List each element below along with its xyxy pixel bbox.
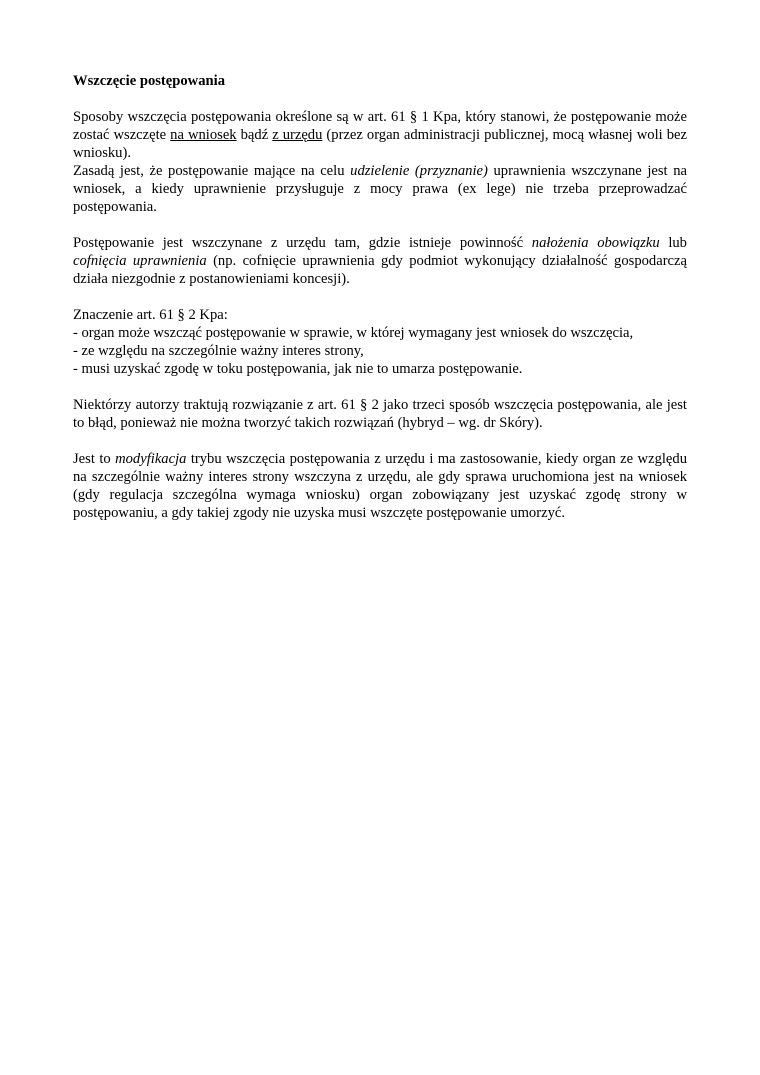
document-title: Wszczęcie postępowania [73, 73, 225, 89]
italic-term: udzielenie (przyznanie) [350, 163, 488, 179]
spacer [73, 378, 687, 396]
paragraph-third-method: Niektórzy autorzy traktują rozwiązanie z art. 61 § 2 jako trzeci sposób wszczęcia postępowania, ale jest to błąd, ponieważ nie można tworzyć takich rozwiązań (hybryd – wg. dr Skóry). [73, 397, 687, 431]
paragraph-methods [73, 108, 687, 162]
list-item: - ze względu na szczególnie ważny interes strony, [73, 343, 364, 359]
paragraph-modification [73, 450, 687, 522]
italic-term: cofnięcia uprawnienia [73, 253, 207, 269]
text-run: Postępowanie jest wszczynane z urzędu tam, gdzie istnieje powinność [73, 235, 532, 251]
document-page [73, 72, 687, 522]
spacer [73, 216, 687, 234]
list-item: - musi uzyskać zgodę w toku postępowania, jak nie to umarza postępowanie. [73, 361, 523, 377]
italic-term: modyfikacja [115, 451, 187, 467]
underlined-term-na-wniosek: na wniosek [170, 127, 237, 143]
underlined-term-z-urzedu: z urzędu [272, 127, 323, 143]
italic-term: nałożenia obowiązku [531, 235, 660, 251]
text-run: lub [659, 235, 687, 251]
list-heading: Znaczenie art. 61 § 2 Kpa: [73, 307, 228, 323]
paragraph-ex-officio [73, 234, 687, 288]
text-run: trybu wszczęcia postępowania z urzędu i ma zastosowanie, kiedy organ ze względu na szczególnie ważny interes strony wszczyna z urzędu, ale gdy sprawa uruchomiona jest na wniosek (gdy regulacja szczególna wymaga wniosku) organ zobowiązany jest uzyskać zgodę strony w postępowaniu, a gdy takiej zgody nie uzyska musi wszczęte postępowanie umorzyć. [73, 451, 687, 521]
spacer [73, 432, 687, 450]
spacer [73, 288, 687, 306]
text-run: uprawnienia wszczynane jest na wniosek, a kiedy uprawnienie przysługuje z mocy prawa (ex lege) nie trzeba przeprowadzać postępowania. [73, 163, 687, 215]
text-run: Zasadą jest, że postępowanie mające na celu [73, 163, 351, 179]
text-run: bądź [236, 127, 273, 143]
text-run: Sposoby wszczęcia postępowania określone są w art. 61 § 1 Kpa, który stanowi, że postępowanie może zostać wszczęte [73, 109, 687, 143]
text-run: (przez organ administracji publicznej, mocą własnej woli bez wniosku). [73, 127, 687, 161]
text-run: Jest to [73, 451, 116, 467]
list-item: - organ może wszcząć postępowanie w sprawie, w której wymagany jest wniosek do wszczęcia, [73, 325, 634, 341]
paragraph-rule [73, 162, 687, 216]
text-run: (np. cofnięcie uprawnienia gdy podmiot wykonujący działalność gospodarczą działa niezgodnie z postanowieniami koncesji). [73, 253, 687, 287]
